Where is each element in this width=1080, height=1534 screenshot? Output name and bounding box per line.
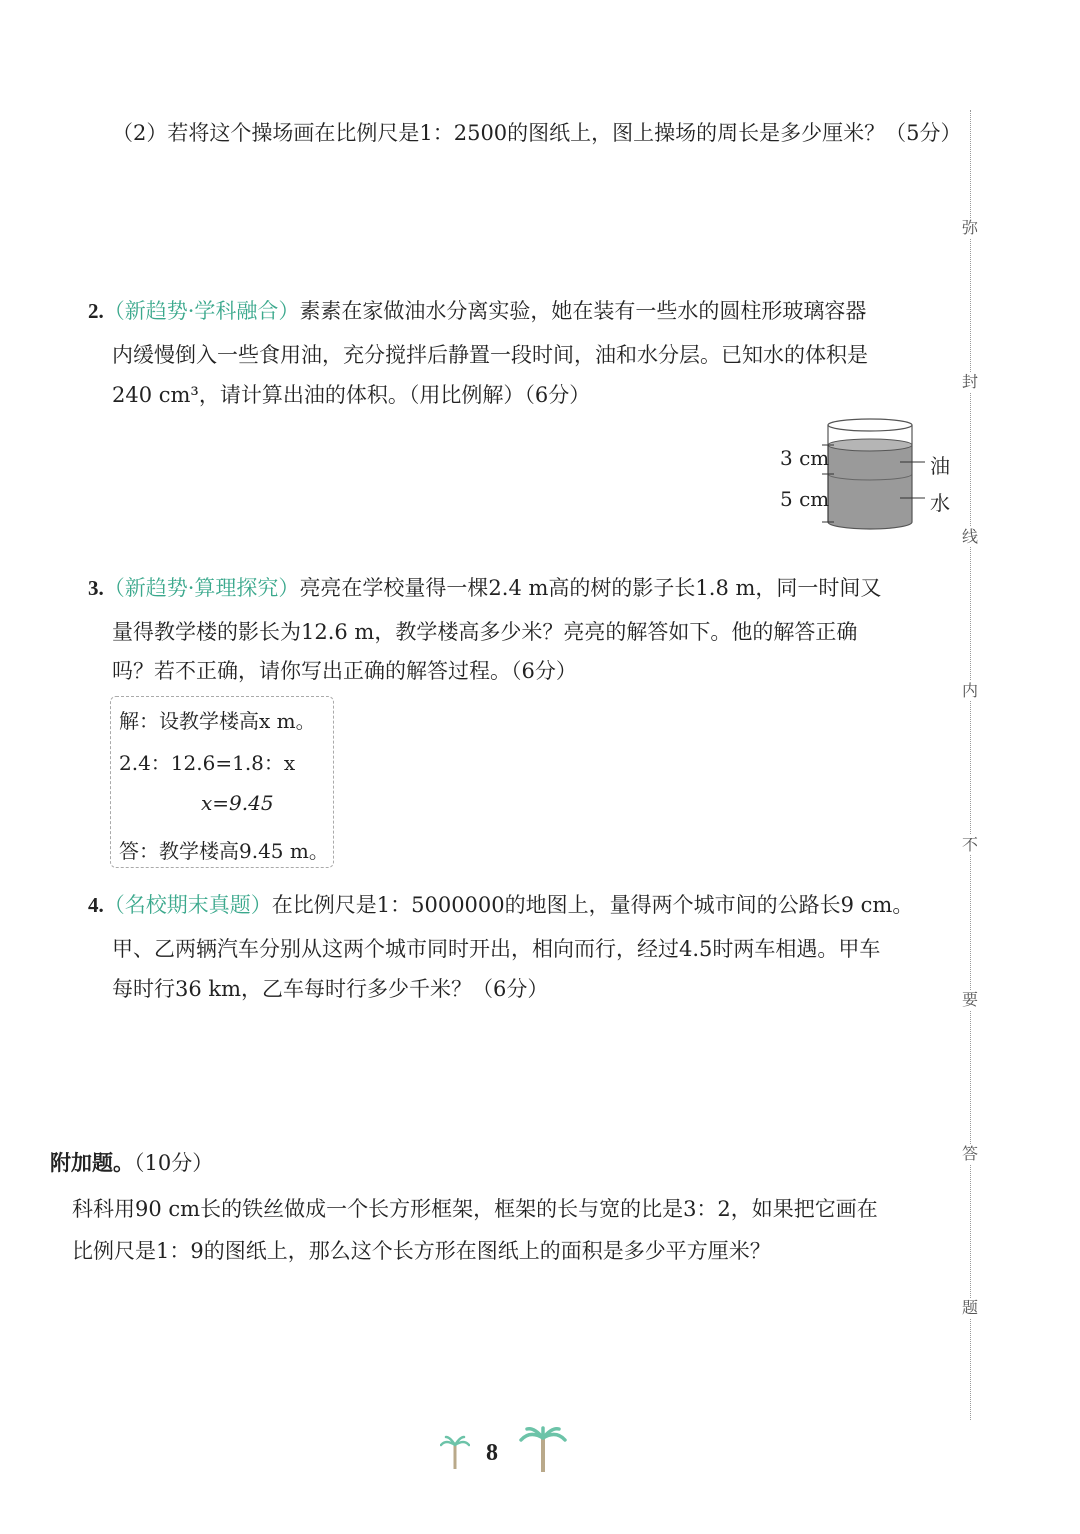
solution-line-1: 解：设教学楼高x m。 [119, 709, 316, 733]
cylinder-liquid [828, 445, 912, 529]
question-1-part-2: （2）若将这个操场画在比例尺是1：2500的图纸上，图上操场的周长是多少厘米？（5分） [112, 121, 962, 145]
question-2-line-2: 内缓慢倒入一些食用油，充分搅拌后静置一段时间，油和水分层。已知水的体积是 [112, 343, 868, 367]
solution-line-4: 答：教学楼高9.45 m。 [119, 839, 329, 863]
question-4-tag: （名校期末真题） [103, 893, 272, 917]
binding-char-8: 题 [959, 1298, 981, 1318]
solution-box [110, 696, 334, 868]
binding-char-5: 不 [959, 835, 981, 855]
oil-label: 油 [930, 454, 950, 478]
binding-char-1: 弥 [959, 218, 981, 238]
bonus-line-1: 科科用90 cm长的铁丝做成一个长方形框架，框架的长与宽的比是3：2，如果把它画在 [72, 1197, 878, 1221]
oil-height-label: 3 cm [780, 446, 830, 470]
question-3-line-3: 吗？若不正确，请你写出正确的解答过程。（6分） [112, 659, 577, 683]
question-2-line-1 [88, 296, 866, 326]
water-label: 水 [930, 491, 950, 515]
bonus-heading [50, 1148, 213, 1178]
question-3-tag: （新趋势·算理探究） [103, 576, 300, 600]
question-4-text-1: 在比例尺是1：5000000的地图上，量得两个城市间的公路长9 cm。 [271, 893, 914, 917]
bonus-line-2: 比例尺是1：9的图纸上，那么这个长方形在图纸上的面积是多少平方厘米？ [72, 1239, 771, 1263]
palm-tree-icon [518, 1426, 568, 1474]
question-3-number: 3. [88, 576, 104, 600]
question-3-text-1: 亮亮在学校量得一棵2.4 m高的树的影子长1.8 m，同一时间又 [299, 576, 882, 600]
binding-char-2: 封 [959, 372, 981, 392]
bonus-score: （10分） [134, 1151, 214, 1175]
binding-char-3: 线 [959, 527, 981, 547]
question-2-number: 2. [88, 299, 104, 323]
palm-tree-icon [440, 1435, 470, 1471]
page-number: 8 [486, 1440, 498, 1466]
question-4-number: 4. [88, 893, 104, 917]
question-3-line-2: 量得教学楼的影长为12.6 m，教学楼高多少米？亮亮的解答如下。他的解答正确 [112, 620, 858, 644]
binding-dotted-line [970, 110, 971, 1420]
bonus-title: 附加题。 [50, 1151, 134, 1175]
binding-char-7: 答 [959, 1144, 981, 1164]
question-4-line-3: 每时行36 km，乙车每时行多少千米？（6分） [112, 977, 549, 1001]
question-4-line-1 [88, 890, 913, 920]
binding-char-6: 要 [959, 990, 981, 1010]
binding-char-4: 内 [959, 681, 981, 701]
question-3-line-1 [88, 573, 881, 603]
solution-line-2: 2.4：12.6=1.8：x [119, 751, 296, 775]
water-height-label: 5 cm [780, 487, 830, 511]
question-2-text-1: 素素在家做油水分离实验，她在装有一些水的圆柱形玻璃容器 [299, 299, 867, 323]
cylinder-top [828, 419, 912, 431]
solution-line-3: x=9.45 [201, 791, 274, 815]
question-2-line-3: 240 cm³，请计算出油的体积。（用比例解）（6分） [112, 383, 591, 407]
question-2-tag: （新趋势·学科融合） [103, 299, 300, 323]
question-4-line-2: 甲、乙两辆汽车分别从这两个城市同时开出，相向而行，经过4.5时两车相遇。甲车 [112, 937, 881, 961]
liquid-surface [828, 439, 912, 451]
